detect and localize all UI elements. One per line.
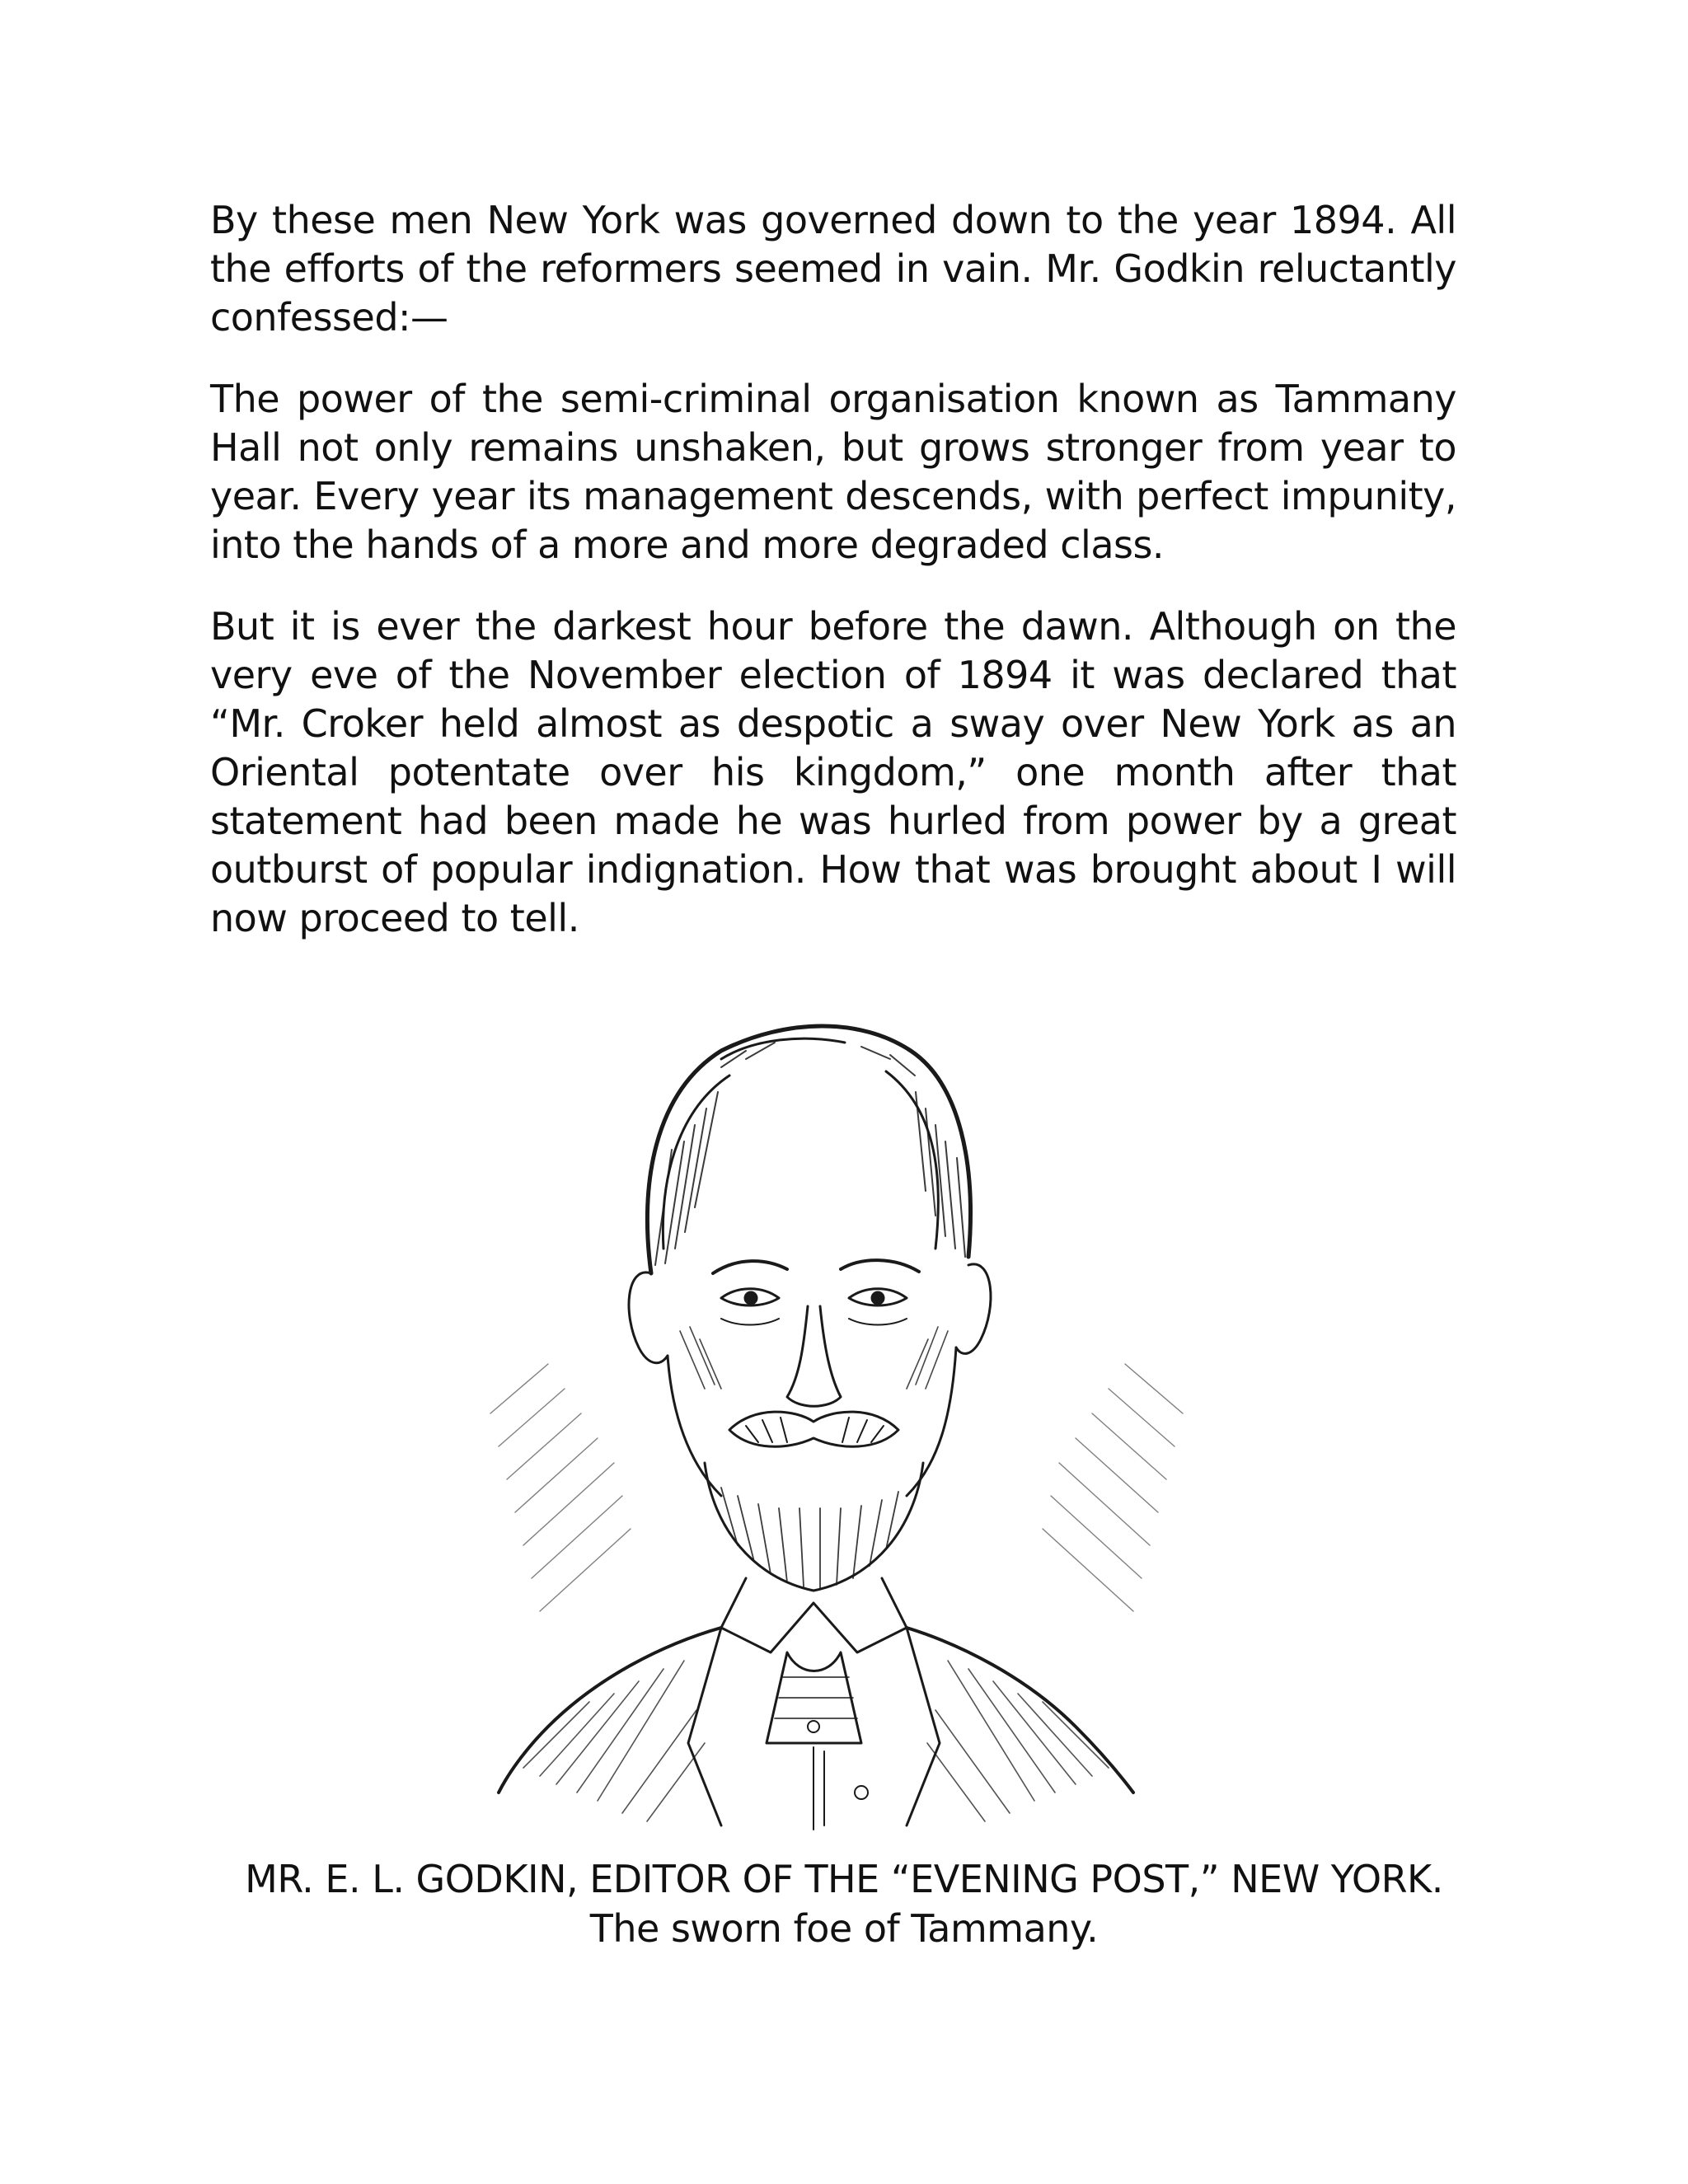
paragraph-1: By these men New York was governed down to the year 1894. All the efforts of the reformers seemed in vain. Mr. Godkin reluctantly confessed:— (210, 198, 1456, 340)
figure-caption (165, 1854, 1523, 1953)
caption-subtitle: The sworn foe of Tammany. (589, 1906, 1099, 1951)
paragraph-3: But it is ever the darkest hour before the dawn. Although on the very eve of the November election of 1894 it was declared that “Mr. Croker held almost as despotic a sway over New York as an Oriental potentate over his kingdom,” one month after that statement had been made he was hurled from power by a great outburst of popular indignation. How that was brought about I will now proceed to tell. (210, 604, 1456, 940)
godkin-portrait-engraving (474, 1001, 1199, 1834)
caption-title: MR. E. L. GODKIN, EDITOR OF THE “EVENING POST,” NEW YORK. (245, 1857, 1443, 1901)
body-text (210, 196, 1456, 976)
paragraph-2-quotation: The power of the semi-criminal organisation known as Tammany Hall not only remains unshaken, but grows stronger from year to year. Every year its management descends, with perfect impunity, into the hands of a more and more degraded class. (210, 377, 1456, 567)
